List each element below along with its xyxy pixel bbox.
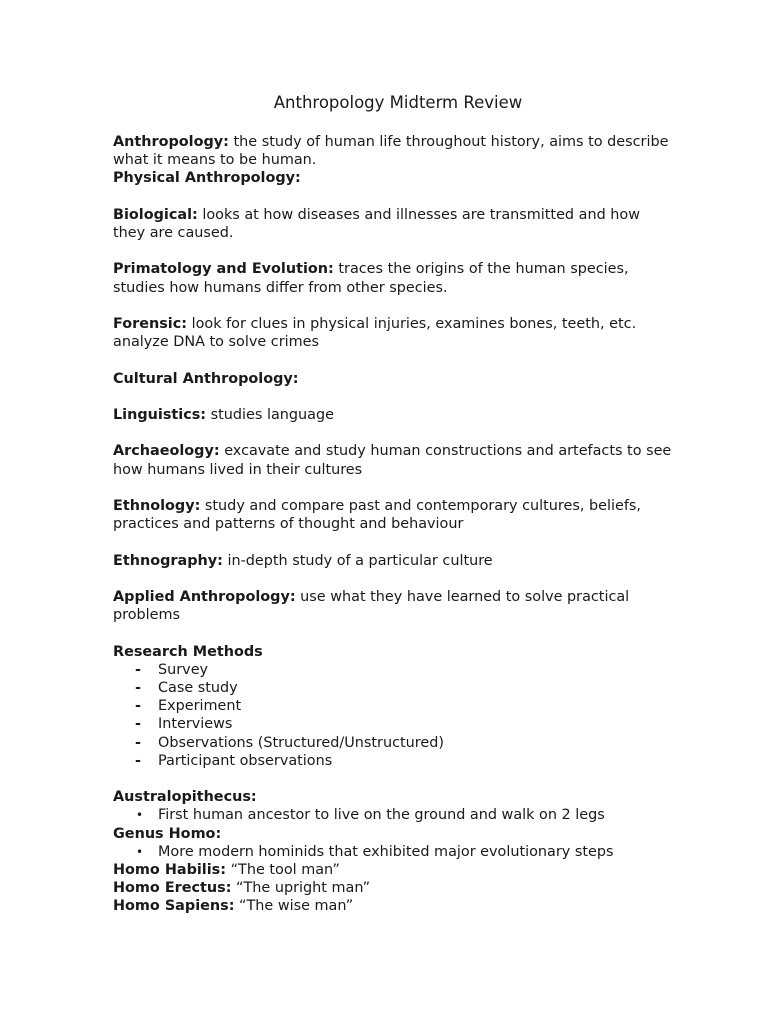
spacer	[113, 770, 673, 788]
ethnography-definition	[113, 552, 673, 570]
term-definition: “The wise man”	[234, 898, 354, 915]
term-label: Applied Anthropology:	[113, 588, 296, 605]
spacer	[113, 242, 673, 260]
biological-definition	[113, 206, 673, 242]
forensic-definition	[113, 315, 673, 351]
term-label: Archaeology:	[113, 443, 220, 460]
physical-anthropology-heading: Physical Anthropology:	[113, 170, 301, 187]
term-label: Homo Erectus:	[113, 880, 232, 897]
genus-homo-list	[113, 843, 673, 861]
list-item	[113, 806, 673, 824]
dash-marker: -	[135, 661, 141, 678]
list-item-text: Case study	[158, 679, 238, 696]
term-label: Ethnography:	[113, 552, 223, 569]
spacer	[113, 188, 673, 206]
dash-marker: -	[135, 752, 141, 769]
list-item-text: Survey	[158, 661, 209, 678]
term-label: Biological:	[113, 206, 198, 223]
homo-erectus-definition	[113, 879, 673, 897]
spacer	[113, 479, 673, 497]
document-page	[113, 92, 673, 916]
term-label: Ethnology:	[113, 497, 201, 514]
list-item-text: More modern hominids that exhibited major evolutionary steps	[158, 843, 614, 860]
term-definition: traces the origins of the human species, studies how humans differ from other species.	[113, 261, 629, 296]
research-methods-heading: Research Methods	[113, 643, 263, 660]
list-item	[113, 697, 673, 715]
bullet-marker: •	[136, 808, 144, 823]
spacer	[113, 570, 673, 588]
ethnology-definition	[113, 497, 673, 533]
linguistics-definition	[113, 406, 673, 424]
applied-anthropology-definition	[113, 588, 673, 624]
term-definition: the study of human life throughout history, aims to describe what it means to be human.	[113, 134, 669, 169]
spacer	[113, 388, 673, 406]
archaeology-definition	[113, 442, 673, 478]
bullet-marker: •	[136, 844, 144, 859]
spacer	[113, 533, 673, 551]
term-label: Linguistics:	[113, 406, 207, 423]
term-definition: studies language	[206, 406, 334, 423]
term-label: Primatology and Evolution:	[113, 261, 334, 278]
list-item	[113, 752, 673, 770]
dash-marker: -	[135, 734, 141, 751]
cultural-anthropology-heading: Cultural Anthropology:	[113, 370, 299, 387]
research-methods-list	[113, 661, 673, 770]
term-label: Anthropology:	[113, 134, 229, 150]
dash-marker: -	[135, 679, 141, 696]
homo-sapiens-definition	[113, 897, 673, 915]
list-item-text: Interviews	[158, 716, 233, 733]
spacer	[113, 424, 673, 442]
term-definition: study and compare past and contemporary cultures, beliefs, practices and patterns of thought and behaviour	[113, 497, 641, 533]
term-definition: in-depth study of a particular culture	[222, 552, 493, 569]
term-label: Homo Habilis:	[113, 861, 226, 878]
australopithecus-heading: Australopithecus:	[113, 789, 257, 806]
list-item-text: Observations (Structured/Unstructured)	[158, 734, 444, 751]
term-label: Forensic:	[113, 315, 188, 332]
page-title: Anthropology Midterm Review	[273, 93, 523, 112]
list-item	[113, 843, 673, 861]
list-item	[113, 715, 673, 733]
primatology-definition	[113, 260, 673, 296]
homo-habilis-definition	[113, 861, 673, 879]
list-item	[113, 734, 673, 752]
genus-homo-heading: Genus Homo:	[113, 825, 222, 842]
list-item	[113, 661, 673, 679]
anthropology-definition	[113, 133, 673, 169]
term-label: Homo Sapiens:	[113, 898, 235, 915]
australopithecus-list	[113, 806, 673, 824]
term-definition: look for clues in physical injuries, examines bones, teeth, etc. analyze DNA to solve crimes	[113, 315, 637, 351]
term-definition: use what they have learned to solve practical problems	[113, 588, 630, 624]
dash-marker: -	[135, 716, 141, 733]
list-item	[113, 679, 673, 697]
spacer	[113, 351, 673, 369]
list-item-text: Participant observations	[158, 752, 333, 769]
dash-marker: -	[135, 698, 141, 715]
list-item-text: First human ancestor to live on the ground and walk on 2 legs	[158, 807, 605, 824]
term-definition: excavate and study human constructions and artefacts to see how humans lived in their cultures	[113, 443, 672, 478]
term-definition: “The upright man”	[231, 880, 371, 897]
spacer	[113, 297, 673, 315]
term-definition: “The tool man”	[226, 861, 340, 878]
term-definition: looks at how diseases and illnesses are transmitted and how they are caused.	[113, 206, 640, 241]
spacer	[113, 624, 673, 642]
list-item-text: Experiment	[158, 698, 242, 715]
